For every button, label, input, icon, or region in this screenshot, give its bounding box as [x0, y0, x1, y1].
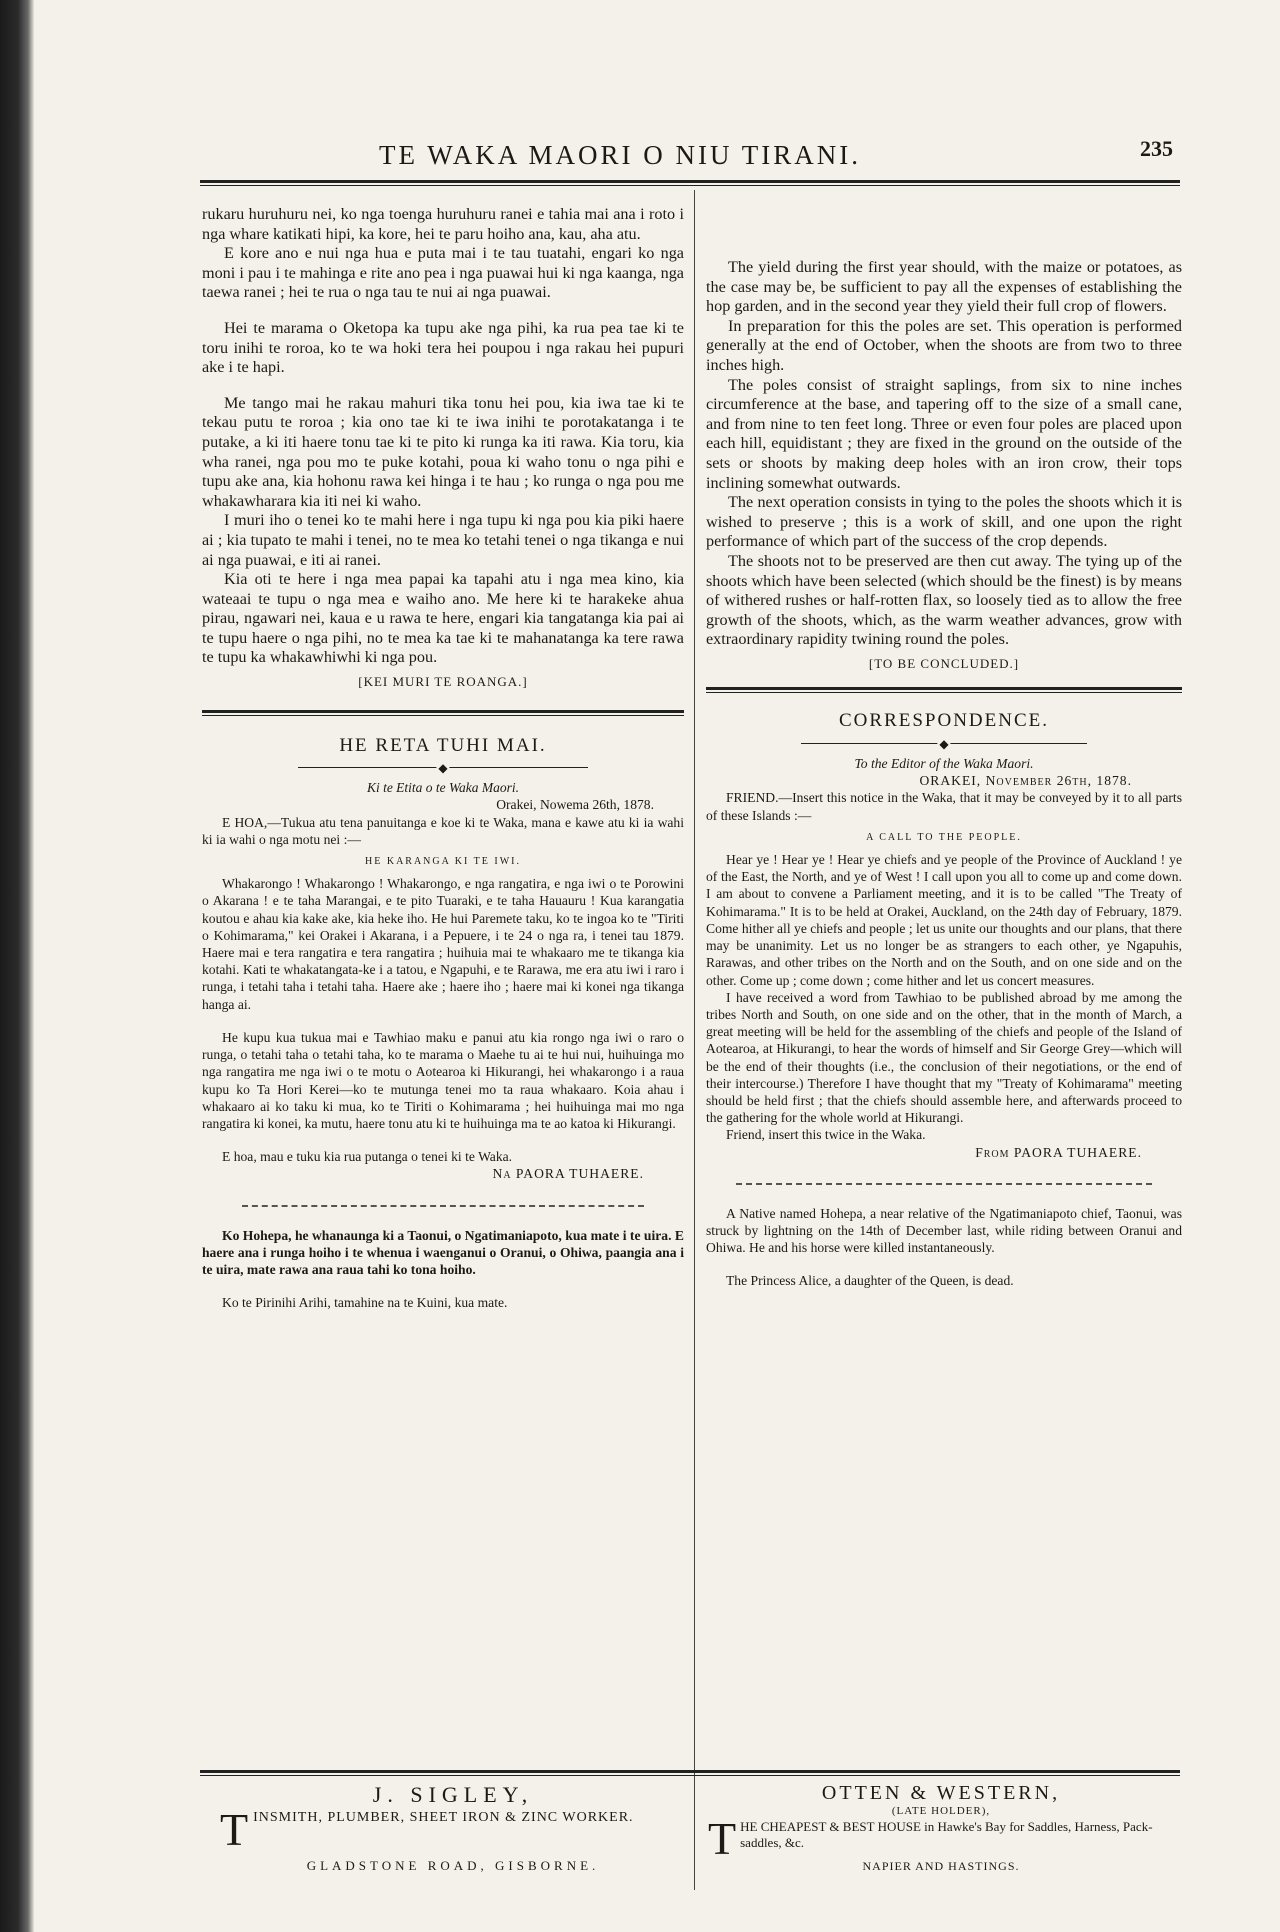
letter-signature: Na PAORA TUHAERE.	[492, 1166, 644, 1182]
ad-dropcap: T	[220, 1804, 250, 1855]
diamond-ornament-rule	[706, 737, 1182, 751]
ad-name: J. SIGLEY,	[372, 1782, 534, 1807]
ad-address: NAPIER AND HASTINGS.	[862, 1859, 1020, 1873]
notices	[706, 1205, 1182, 1290]
letter-addressee: Ki te Etita o te Waka Maori.	[366, 780, 520, 796]
letter-salutation: E HOA,—Tukua atu tena panuitanga e koe ki te Waka, mana e kawe atu ki ia wahi ki ia wahi o nga motu nei :—	[202, 814, 684, 847]
diamond-icon: ◆	[939, 737, 949, 752]
correspondence-closing: Friend, insert this twice in the Waka.	[726, 1127, 926, 1143]
notice-princess: The Princess Alice, a daughter of the Queen, is dead.	[726, 1273, 1014, 1289]
header-double-rule	[200, 180, 1180, 186]
body-paragraph: The poles consist of straight saplings, from six to nine inches circumference at the base, and tapering off to the size of a small cane, and from nine to ten feet long. Three or even four poles are placed upon each hill, equidistant ; they are fixed in the ground on the outside of the sets or shoots by making deep holes with an iron crow, their tops inclining somewhat outwards.	[706, 375, 1182, 492]
correspondence-salutation: FRIEND.—Insert this notice in the Waka, that it may be conveyed by it to all parts of these Islands :—	[706, 790, 1182, 823]
letter-paragraph: He kupu kua tukua mai e Tawhiao maku e panui atu kia rongo nga iwi o raro o runga, o tetahi taha o tetahi taha, ko te marama o Maehe tu ai te hui nui, huihuinga mo nga rangatira me nga iwi o te motu o Aotearoa ki Hikurangi, hei whakarongo i a raua kupu ko Ta Hori Kerei—ko te mutunga tenei mo ta raua whakaaro. Koia ahau i whakaaro ai ko taku ki mua, ko te Tiriti o Kohimarama ; hei huihuinga mai mo nga rangatira ki konei, ka mutu, haere tonu atu ki te huihuinga ma te ao katoa ki Hikurangi.	[202, 1029, 684, 1131]
body-paragraph: The yield during the first year should, with the maize or potatoes, as the case may be, be sufficient to pay all the expenses of establishing the hop garden, and in the second year they yield their full crop of flowers.	[706, 258, 1182, 316]
letter-body	[202, 779, 684, 1182]
diamond-ornament-rule	[202, 761, 684, 775]
notice-title: A CALL TO THE PEOPLE.	[866, 831, 1022, 843]
ad-dropcap: T	[708, 1813, 737, 1864]
body-paragraph: Me tango mai he rakau mahuri tika tonu hei pou, kia iwa tae ki te tekau putu te roroa ; kia ono tae ki te iwa inihi te porotakatanga i te putake, a ki iti haere tonu tae ki te pito ki runga ka iti rawa. Kia toru, kia wha ranei, nga pou mo te puke kotahi, poua ki waho tonu o nga pihi e tupu ake ana, kia hohonu rawa kei hinga i te hau ; ko runga o nga pou me whakawharara kia iti nei ki waho.	[202, 393, 684, 510]
body-paragraph: The shoots not to be preserved are then cut away. The tying up of the shoots which have been selected (which should be the finest) is by means of withered rushes or half-rotten flax, so loosely tied as to allow the free growth of the shoots, which, as the warm weather advances, grow with extraordinary rapidity twining round the poles.	[706, 551, 1182, 649]
notice-hohepa: A Native named Hohepa, a near relative of the Ngatimaniapoto chief, Taonui, was struck by lightning on the 14th of December last, while riding between Oranui and Ohiwa. He and his horse were killed instantaneously.	[706, 1205, 1182, 1256]
ad-line: HE CHEAPEST & BEST HOUSE in Hawke's Bay for Saddles, Harness, Pack-saddles, &c.	[740, 1819, 1153, 1850]
page-number: 235	[1140, 136, 1173, 161]
dashed-separator	[736, 1183, 1152, 1185]
body-paragraph: Hei te marama o Oketopa ka tupu ake nga pihi, ka rua pea tae ki te toru inihi te roroa, ko te wa hoki tera hei poupou i nga rakau hei pupuri ake i te hapi.	[202, 318, 684, 377]
continued-note: [TO BE CONCLUDED.]	[868, 655, 1020, 671]
ad-name: OTTEN & WESTERN,	[821, 1782, 1061, 1804]
correspondence-paragraph: I have received a word from Tawhiao to be published abroad by me among the tribes North and South, on one side and on the other, that in the month of March, a great meeting will be held for the assembling of the chiefs and people of the Island of Aotearoa, at Hikurangi, to hear the words of himself and Sir George Grey—which will be the end of their thoughts (i.e., the conclusion of their negotiations, or the end of their intercourse.) Therefore I have thought that my "Treaty of Kohimarama" meeting should be held first ; that the chiefs should assemble here, and afterwards proceed to the gathering for the whole world at Hikurangi.	[706, 989, 1182, 1126]
continued-note: [KEI MURI TE ROANGA.]	[358, 674, 528, 690]
body-paragraph: I muri iho o tenei ko te mahi here i nga tupu ki nga pou kia piki haere ai ; kia tupato te mahi i tenei, no te mea ko tetahi tenei o nga tikanga e nui ai nga puawai, e iti ai ranei.	[202, 511, 684, 569]
notice-pirinihi: Ko te Pirinihi Arihi, tamahine na te Kuini, kua mate.	[222, 1295, 508, 1311]
notices	[202, 1227, 684, 1312]
body-paragraph: In preparation for this the poles are set. This operation is performed generally at the end of October, when the shoots are from two to three inches high.	[706, 316, 1182, 374]
ad-otten-western	[708, 1782, 1174, 1874]
dashed-separator	[242, 1205, 644, 1207]
column-divider	[694, 190, 695, 1800]
notice-title: HE KARANGA KI TE IWI.	[365, 856, 521, 868]
body-paragraph: E kore ano e nui nga hua e puta mai i te tau tuatahi, engari ko nga moni i pau i te mahinga e rite ano pea i nga puawai hui ki nga kaanga, nga taewa ranei ; hei te rua o nga tau te nui ai nga puawai.	[202, 244, 684, 302]
body-paragraph: rukaru huruhuru nei, ko nga toenga huruhuru ranei e tahia mai ana i roto i nga whare katikati hipi, ka kore, hei te paru hoiho ana, kau, aha atu.	[202, 205, 684, 243]
diamond-icon: ◆	[438, 761, 448, 776]
notice-hohepa: Ko Hohepa, he whanaunga ki a Taonui, o Ngatimaniapoto, kua mate i te uira. E haere ana i runga hoiho i te whenua i waenganui o Oranui, o Ohiwa, paangia ana i te uira, mate rawa ana raua tahi ko tona hoiho.	[202, 1227, 684, 1277]
ad-line: INSMITH, PLUMBER, SHEET IRON & ZINC WORKER.	[253, 1810, 634, 1825]
correspondence-signature: From PAORA TUHAERE.	[975, 1144, 1142, 1160]
ad-sigley	[220, 1782, 686, 1874]
right-column	[706, 258, 1182, 1290]
correspondence-title: CORRESPONDENCE.	[839, 710, 1049, 732]
ad-line-block	[708, 1813, 1174, 1864]
correspondence-paragraph: Hear ye ! Hear ye ! Hear ye chiefs and ye people of the Province of Auckland ! ye of the East, the North, and ye of West ! I call upon you all to come up and come down. I am about to convene a Parliament meeting, and it is to be called "The Treaty of Kohimarama." It is to be held at Orakei, Auckland, on the 24th day of February, 1879. Come hither all ye chiefs and people ; let us unite our thoughts and our plans, that there may be unanimity. Let us no longer be as strangers to each other, ye Ngapuhis, Rarawas, and other tribes on the North and on the South, and on one side and on the other. Come up ; come down ; come hither and let us concert measures.	[706, 852, 1182, 988]
body-paragraph: Kia oti te here i nga mea papai ka tapahi atu i nga mea kino, kia wateaai te tupu o nga mea e waiho ano. Me here ki te harakeke ahua pirau, ngawari nei, kaua e u rawa te here, engari kia tangatanga kia pai ai te tupu haere o nga pihi, no te mea ka tae ki te mahanatanga ka tere rawa te tupu ka whakawhiwhi ki nga pou.	[202, 570, 684, 667]
correspondence-dateline: ORAKEI, November 26th, 1878.	[919, 773, 1132, 789]
body-paragraph: The next operation consists in tying to the poles the shoots which it is wished to preserve ; this is a work of skill, and one upon the right performance of which part of the success of the crop depends.	[706, 493, 1182, 551]
ads-divider	[694, 1780, 695, 1890]
ad-subname: (LATE HOLDER),	[891, 1805, 991, 1817]
correspondence-body	[706, 755, 1182, 1161]
ads-double-rule	[200, 1770, 1180, 1776]
letter-title: HE RETA TUHI MAI.	[339, 734, 547, 756]
section-double-rule	[202, 710, 684, 716]
section-double-rule	[706, 687, 1182, 693]
page-header-title: TE WAKA MAORI O NIU TIRANI.	[379, 140, 861, 170]
left-column	[202, 205, 684, 1311]
ad-line-block	[220, 1804, 686, 1855]
ad-address: GLADSTONE ROAD, GISBORNE.	[306, 1858, 600, 1873]
letter-paragraph: Whakarongo ! Whakarongo ! Whakarongo, e nga rangatira, e nga iwi o te Porowini o Akarana ! e te taha Marangai, e te pito Tuaraki, e te taha Hauauru ! Kua karangatia koutou e ahau kia kake ake, kia heke iho. He hui Paremete taku, ko te ingoa ko te "Tiriti o Kohimarama," kei Orakei i Akarana, i a Pepuere, i te 24 o nga ra, i tenei tau 1879. Haere mai e tera rangatira e tera rangatira ; huihuia mai te whakaaro me te tikanga kia kotahi. Kati te whakatangata-ke i a tatou, e Ngapuhi, e te Rarawa, me era atu iwi i raro i runga, i tetahi taha i tetahi taha. Haere ake ; haere iho ; haere mai ki konei nga tikanga hanga ai.	[202, 876, 684, 1012]
letter-dateline: Orakei, Nowema 26th, 1878.	[496, 797, 654, 813]
correspondence-addressee: To the Editor of the Waka Maori.	[854, 756, 1034, 772]
letter-closing: E hoa, mau e tuku kia rua putanga o tenei ki te Waka.	[222, 1149, 513, 1165]
book-binding-edge	[0, 0, 34, 1932]
